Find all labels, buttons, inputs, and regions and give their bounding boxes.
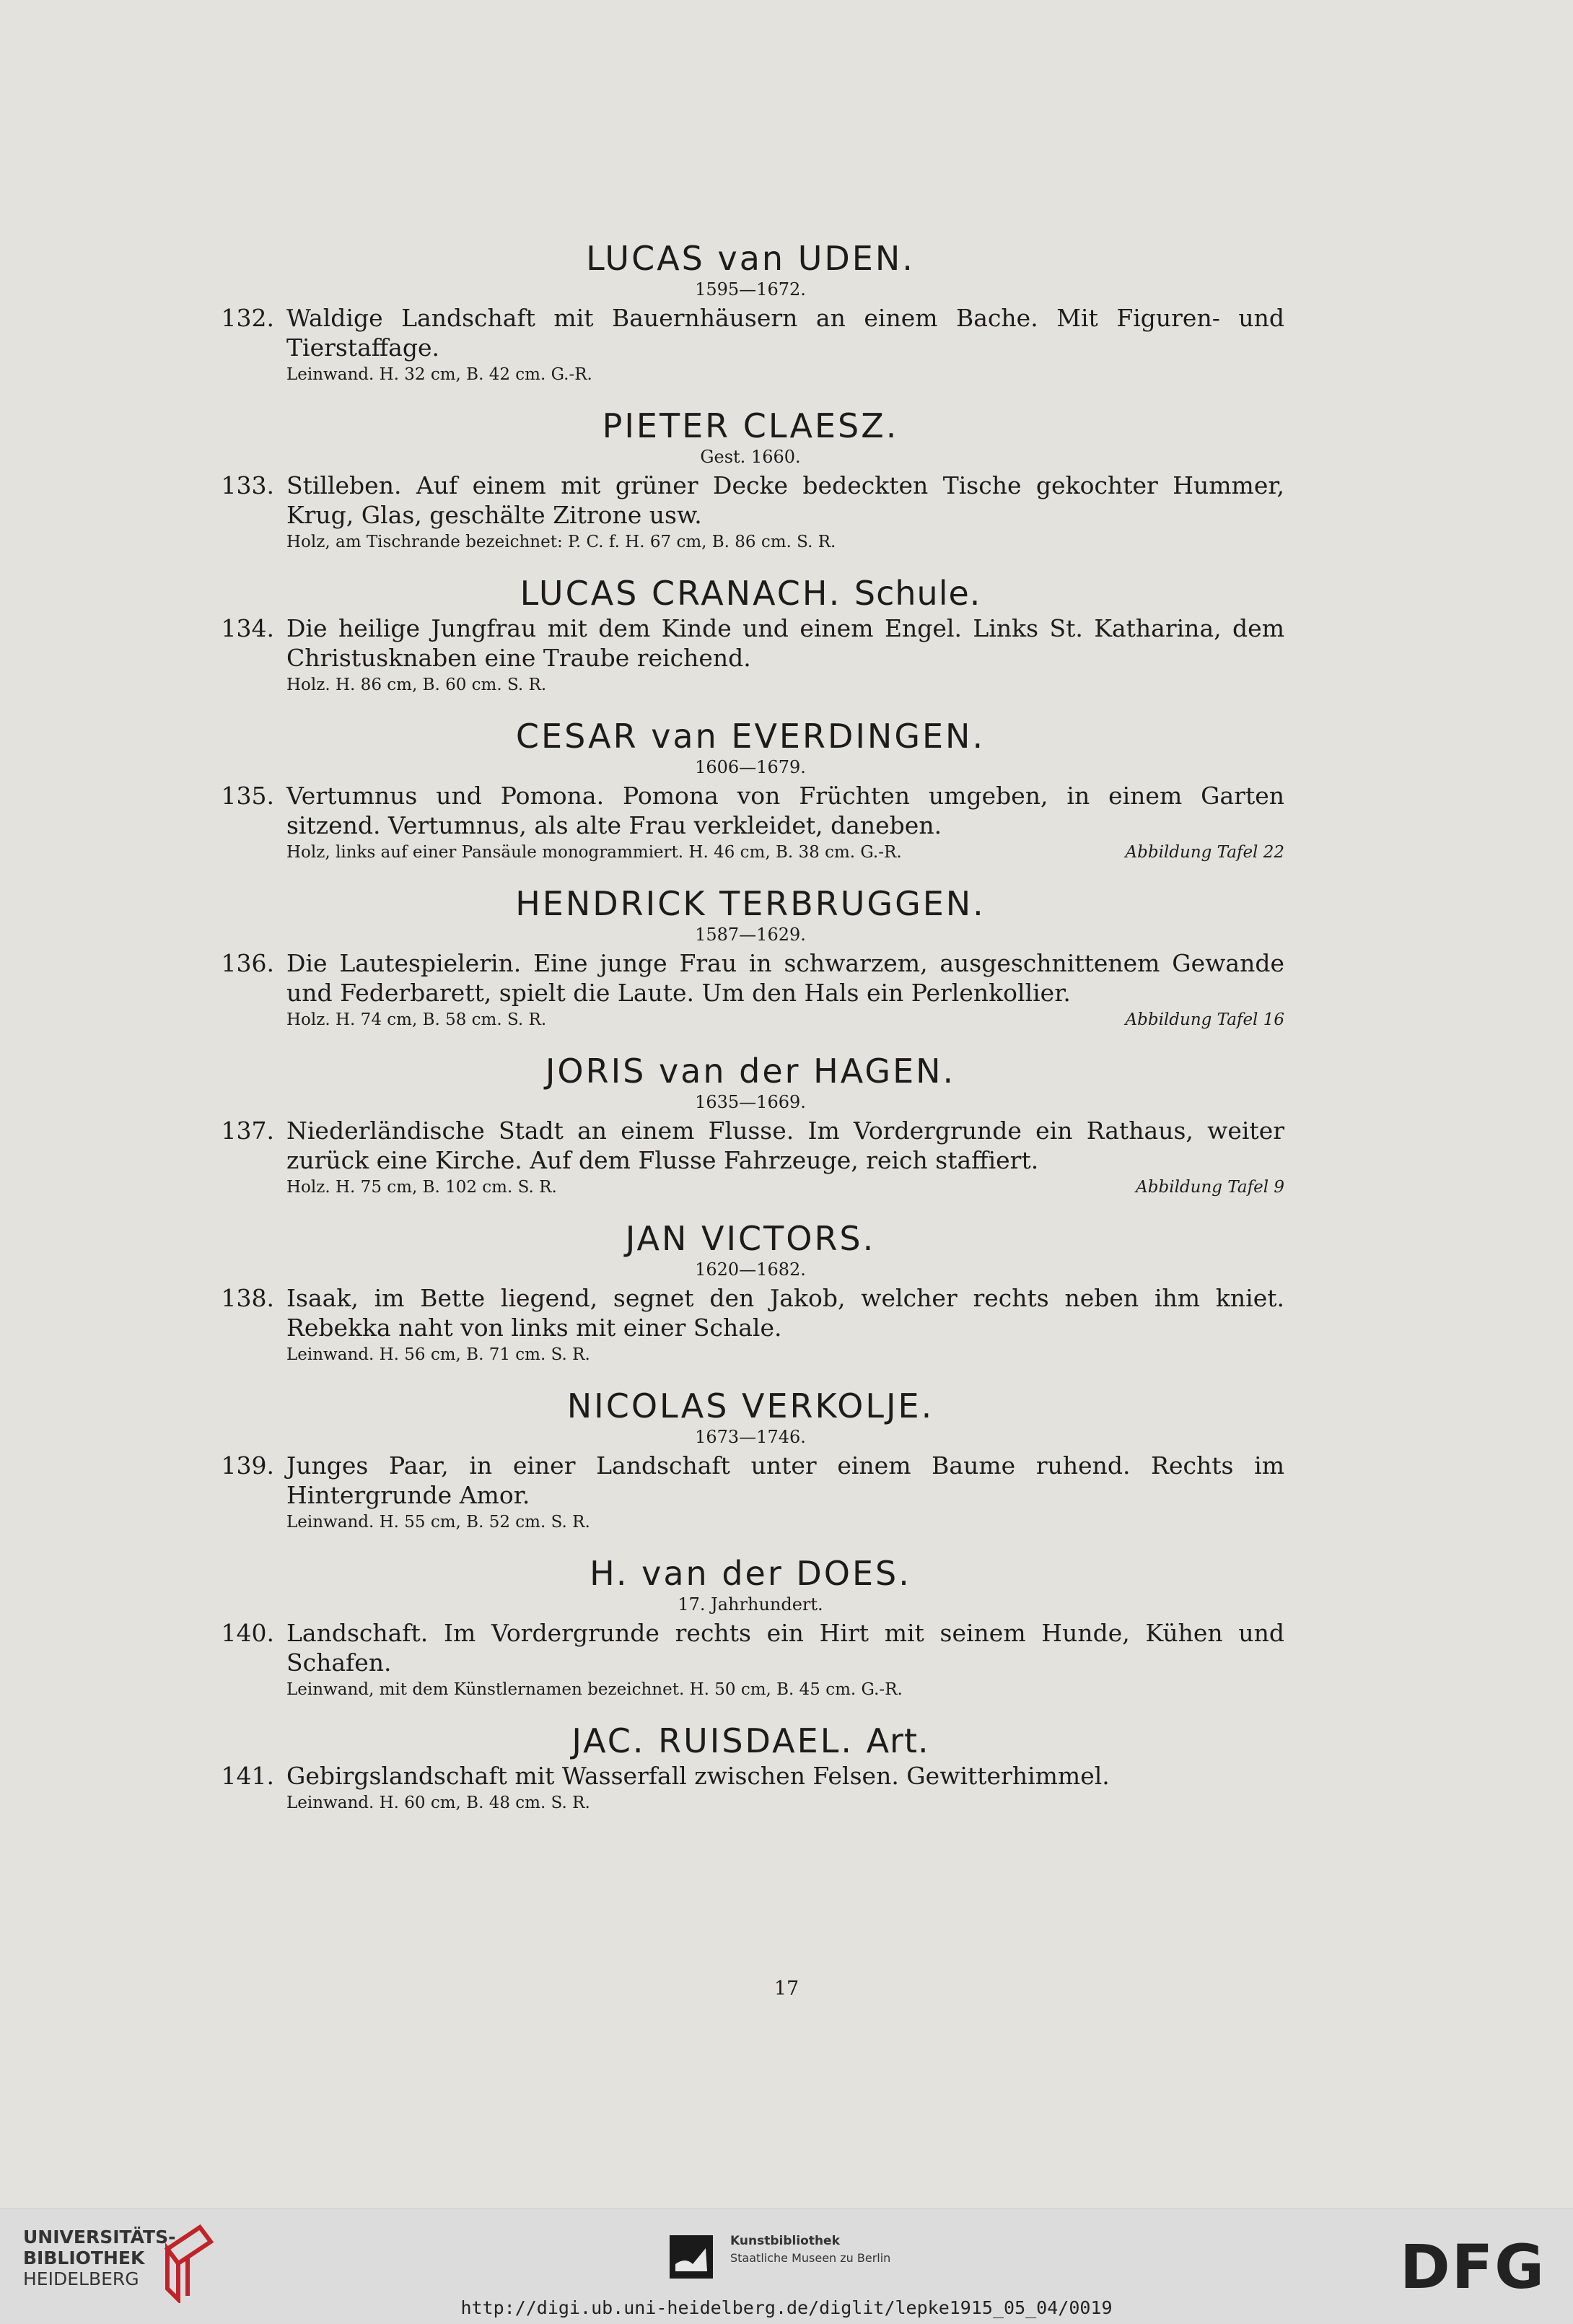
artist-heading <box>216 1386 1284 1426</box>
artist-name: LUCAS CRANACH. <box>520 574 842 613</box>
ub-logo-icon[interactable] <box>160 2224 218 2303</box>
artist-heading <box>216 406 1284 446</box>
catalog-entry <box>216 471 1284 554</box>
artist-heading <box>216 1218 1284 1259</box>
artist-name: PIETER CLAESZ. <box>602 406 899 445</box>
entry-details: Holz, am Tischrande bezeichnet: P. C. f. H. 67 cm, B. 86 cm. S. R. <box>286 533 836 551</box>
page-number: 17 <box>774 1978 799 2000</box>
ub-heidelberg-text[interactable] <box>23 2227 175 2289</box>
catalog-entry <box>216 613 1284 697</box>
artist-heading <box>216 573 1284 613</box>
illustration-reference: Abbildung Tafel 16 <box>1125 1010 1284 1029</box>
artist-name: HENDRICK TERBRUGGEN. <box>515 884 986 923</box>
ub-line3: HEIDELBERG <box>23 2268 139 2289</box>
catalog-entry <box>216 948 1284 1032</box>
artist-name: H. van der DOES. <box>590 1554 911 1593</box>
artist-heading <box>216 1721 1284 1761</box>
artist-dates: Gest. 1660. <box>700 447 801 467</box>
illustration-reference: Abbildung Tafel 9 <box>1136 1178 1284 1197</box>
entry-description: Isaak, im Bette liegend, segnet den Jakob, welcher rechts neben ihm kniet. Rebekka naht von links mit einer Schale. <box>286 1284 1284 1342</box>
entry-details: Holz. H. 75 cm, B. 102 cm. S. R. <box>286 1178 557 1197</box>
entry-description: Landschaft. Im Vordergrunde rechts ein Hirt mit seinem Hunde, Kühen und Schafen. <box>286 1619 1284 1677</box>
entry-number: 141. <box>221 1762 274 1790</box>
entry-number: 134. <box>221 614 274 642</box>
catalog-entry <box>216 1618 1284 1702</box>
entry-details: Leinwand. H. 60 cm, B. 48 cm. S. R. <box>286 1794 590 1812</box>
entry-description: Waldige Landschaft mit Bauernhäusern an einem Bache. Mit Figuren- und Tierstaffage. <box>286 304 1284 362</box>
entry-details-row <box>286 673 1284 697</box>
artist-name: JORIS van der HAGEN. <box>545 1052 956 1091</box>
entry-details: Holz, links auf einer Pansäule monogrammiert. H. 46 cm, B. 38 cm. G.-R. <box>286 843 902 862</box>
entry-details-row <box>286 1510 1284 1534</box>
artist-attribution: Art. <box>866 1721 929 1760</box>
entry-number: 138. <box>221 1284 274 1312</box>
entry-number: 139. <box>221 1451 274 1480</box>
entry-number: 137. <box>221 1117 274 1145</box>
artist-attribution: Schule. <box>854 574 981 613</box>
artist-name: JAN VICTORS. <box>625 1219 876 1258</box>
catalog-entry <box>216 1283 1284 1367</box>
footer-bar <box>0 2209 1573 2324</box>
artist-dates: 1620—1682. <box>695 1259 806 1280</box>
entry-details-row <box>286 1342 1284 1367</box>
entry-details-row <box>286 1791 1284 1815</box>
entry-number: 140. <box>221 1619 274 1647</box>
artist-heading <box>216 238 1284 279</box>
artist-dates: 1587—1629. <box>695 925 806 945</box>
kb-subtitle: Staatliche Museen zu Berlin <box>730 2251 891 2265</box>
catalog-entry <box>216 1451 1284 1534</box>
catalog-entry <box>216 303 1284 387</box>
entry-details-row <box>286 1175 1284 1200</box>
artist-heading <box>216 1553 1284 1594</box>
artist-heading <box>216 1051 1284 1091</box>
permalink-url[interactable]: http://digi.ub.uni-heidelberg.de/diglit/lepke1915_05_04/0019 <box>460 2297 1113 2318</box>
ub-line1: UNIVERSITÄTS- <box>23 2227 176 2247</box>
artist-heading <box>216 883 1284 924</box>
entry-details: Leinwand. H. 56 cm, B. 71 cm. S. R. <box>286 1345 590 1364</box>
kunstbibliothek-icon <box>670 2235 713 2279</box>
entry-details: Holz. H. 86 cm, B. 60 cm. S. R. <box>286 676 547 694</box>
entry-details: Leinwand, mit dem Künstlernamen bezeichnet. H. 50 cm, B. 45 cm. G.-R. <box>286 1680 903 1699</box>
catalog-entry <box>216 781 1284 865</box>
artist-name: JAC. RUISDAEL. <box>571 1721 854 1760</box>
entry-description: Die Lautespielerin. Eine junge Frau in schwarzem, ausgeschnittenem Gewande und Federbarett, spielt die Laute. Um den Hals ein Perlenkollier. <box>286 949 1284 1007</box>
kb-name: Kunstbibliothek <box>730 2234 840 2248</box>
ub-line2: BIBLIOTHEK <box>23 2247 145 2268</box>
catalog-entry <box>216 1761 1284 1815</box>
entry-details-row <box>286 1008 1284 1032</box>
artist-dates: 1606—1679. <box>695 757 806 777</box>
catalog-entry <box>216 1116 1284 1200</box>
entry-description: Gebirgslandschaft mit Wasserfall zwischen Felsen. Gewitterhimmel. <box>286 1762 1110 1790</box>
entry-details-row <box>286 1677 1284 1702</box>
entry-number: 133. <box>221 471 274 499</box>
entry-description: Junges Paar, in einer Landschaft unter einem Baume ruhend. Rechts im Hintergrunde Amor. <box>286 1451 1284 1509</box>
entry-description: Stilleben. Auf einem mit grüner Decke bedeckten Tische gekochter Hummer, Krug, Glas, geschälte Zitrone usw. <box>286 471 1284 529</box>
entry-number: 132. <box>221 304 274 332</box>
entry-description: Vertumnus und Pomona. Pomona von Früchten umgeben, in einem Garten sitzend. Vertumnus, als alte Frau verkleidet, daneben. <box>286 782 1284 839</box>
artist-name: CESAR van EVERDINGEN. <box>515 717 986 756</box>
artist-name: NICOLAS VERKOLJE. <box>566 1386 934 1425</box>
entry-number: 136. <box>221 949 274 977</box>
entry-details-row <box>286 530 1284 554</box>
artist-dates: 1673—1746. <box>695 1427 806 1447</box>
entry-description: Niederländische Stadt an einem Flusse. Im Vordergrunde ein Rathaus, weiter zurück eine Kirche. Auf dem Flusse Fahrzeuge, reich staffiert. <box>286 1117 1284 1174</box>
entry-description: Die heilige Jungfrau mit dem Kinde und einem Engel. Links St. Katharina, dem Christusknaben eine Traube reichend. <box>286 614 1284 672</box>
entry-details-row <box>286 840 1284 865</box>
artist-name: LUCAS van UDEN. <box>586 239 915 278</box>
entry-details: Leinwand. H. 55 cm, B. 52 cm. S. R. <box>286 1513 590 1532</box>
artist-dates: 17. Jahrhundert. <box>678 1594 823 1615</box>
artist-dates: 1635—1669. <box>695 1092 806 1112</box>
catalog-content <box>216 238 1284 1815</box>
entry-details-row <box>286 362 1284 387</box>
artist-heading <box>216 716 1284 756</box>
artist-dates: 1595—1672. <box>695 279 806 300</box>
illustration-reference: Abbildung Tafel 22 <box>1125 843 1284 862</box>
dfg-logo[interactable]: DFG <box>1400 2232 1546 2302</box>
entry-details: Leinwand. H. 32 cm, B. 42 cm. G.-R. <box>286 365 592 384</box>
entry-number: 135. <box>221 782 274 810</box>
entry-details: Holz. H. 74 cm, B. 58 cm. S. R. <box>286 1010 547 1029</box>
